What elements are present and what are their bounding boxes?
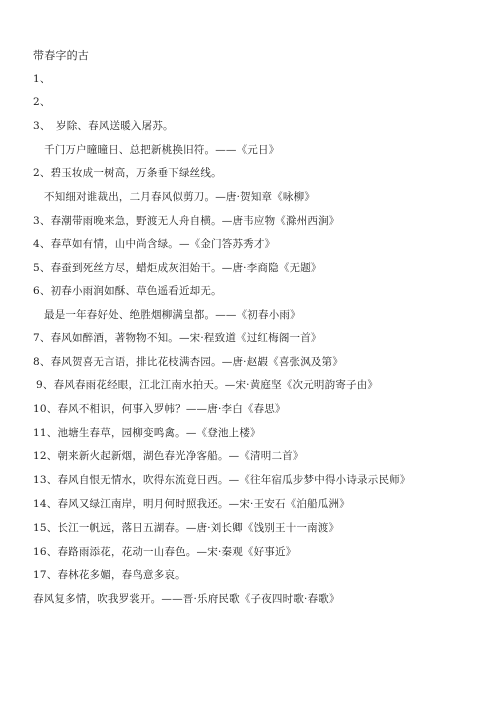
- document-title: 带春字的古: [33, 49, 89, 62]
- list-item: 5、春蚕到死丝方尽，蜡炬成灰泪始干。—唐·李商隐《无题》: [33, 262, 322, 274]
- list-item: 10、春风不相识，何事入罗帏？——唐·李白《春思》: [33, 403, 286, 415]
- list-item: 最是一年春好处、绝胜烟柳满皇都。——《初春小雨》: [44, 309, 301, 321]
- list-item: 7、春风如醉酒，著物物不知。—宋·程致道《过红梅阁一首》: [33, 332, 322, 344]
- list-item: 14、春风又绿江南岸，明月何时照我还。—宋·王安石《泊船瓜洲》: [33, 498, 350, 510]
- list-item: 12、朝来新火起新烟，湖色春光净客船。—《清明二首》: [33, 450, 304, 462]
- list-item: 17、春林花多媚，春鸟意多哀。: [33, 569, 186, 581]
- list-item: 13、春风自恨无情水，吹得东流竟日西。—《往年宿瓜步梦中得小诗录示民师》: [33, 474, 411, 486]
- list-item: 春风复多情，吹我罗裳开。——晋·乐府民歌《子夜四时歌·春歌》: [33, 593, 340, 605]
- list-item: 11、池塘生春草，园柳变鸣禽。—《登池上楼》: [33, 427, 261, 439]
- list-item: 不知细对谁裁出，二月春风似剪刀。—唐·贺知章《咏柳》: [44, 191, 316, 203]
- list-item: 8、春风贺喜无言语，排比花枝满杏园。—唐·赵嘏《喜张沨及第》: [33, 356, 344, 368]
- list-item: 2、碧玉妆成一树高，万条垂下绿丝线。: [33, 167, 222, 179]
- list-item: 6、初春小雨润如酥、草色遥看近却无。: [33, 285, 222, 297]
- list-item: 3、 岁除、春风送暖入屠苏。: [33, 120, 174, 132]
- list-item: 4、春草如有情，山中尚含绿。—《金门答苏秀才》: [33, 238, 276, 250]
- list-item: 9、春风春雨花经眼，江北江南水拍天。—宋·黄庭坚《次元明韵寄子由》: [36, 379, 379, 391]
- list-item: 1、: [33, 73, 51, 85]
- list-item: 15、长江一帆远，落日五湖春。—唐·刘长卿《饯别王十一南渡》: [33, 522, 340, 534]
- list-item: 16、春路雨添花，花动一山春色。—宋·秦观《好事近》: [33, 546, 297, 558]
- list-item: 千门万户曈曈日、总把新桃换旧符。——《元日》: [44, 144, 280, 156]
- list-item: 3、春潮带雨晚来急，野渡无人舟自横。—唐韦应物《滁州西涧》: [33, 215, 340, 227]
- list-item: 2、: [33, 96, 51, 108]
